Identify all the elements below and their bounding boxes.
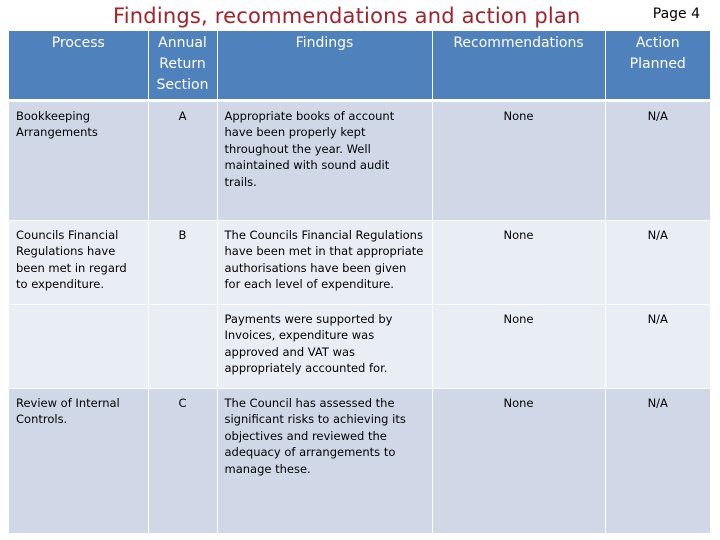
cell-process: [9, 304, 148, 388]
header-annual-return-section: Annual Return Section: [148, 31, 217, 100]
cell-findings: Payments were supported by Invoices, expenditure was approved and VAT was appropriately accounted for.: [217, 304, 432, 388]
cell-findings: Appropriate books of account have been properly kept throughout the year. Well maintained with sound audit trails.: [217, 100, 432, 220]
cell-process: Bookkeeping Arrangements: [9, 100, 148, 220]
cell-recommendations: None: [432, 220, 605, 304]
table-row: [9, 388, 710, 533]
cell-recommendations: None: [432, 304, 605, 388]
table-row: [9, 100, 710, 220]
page-number: Page 4: [652, 6, 700, 22]
table-row: [9, 220, 710, 304]
cell-action: N/A: [605, 304, 710, 388]
cell-section: B: [148, 220, 217, 304]
cell-section: [148, 304, 217, 388]
cell-findings: The Council has assessed the significant risks to achieving its objectives and reviewed the adequacy of arrangements to manage these.: [217, 388, 432, 533]
cell-process: Review of Internal Controls.: [9, 388, 148, 533]
header-recommendations: Recommendations: [432, 31, 605, 100]
table-row: [9, 304, 710, 388]
header-action-planned: Action Planned: [605, 31, 710, 100]
cell-action: N/A: [605, 100, 710, 220]
header-process: Process: [9, 31, 148, 100]
table-header-row: [9, 31, 710, 100]
cell-action: N/A: [605, 220, 710, 304]
cell-action: N/A: [605, 388, 710, 533]
page-title: Findings, recommendations and action plan: [113, 4, 581, 28]
cell-recommendations: None: [432, 100, 605, 220]
findings-table: [9, 31, 710, 534]
cell-section: A: [148, 100, 217, 220]
cell-recommendations: None: [432, 388, 605, 533]
cell-findings: The Councils Financial Regulations have been met in that appropriate authorisations have been given for each level of expenditure.: [217, 220, 432, 304]
cell-process: Councils Financial Regulations have been met in regard to expenditure.: [9, 220, 148, 304]
cell-section: C: [148, 388, 217, 533]
header-findings: Findings: [217, 31, 432, 100]
